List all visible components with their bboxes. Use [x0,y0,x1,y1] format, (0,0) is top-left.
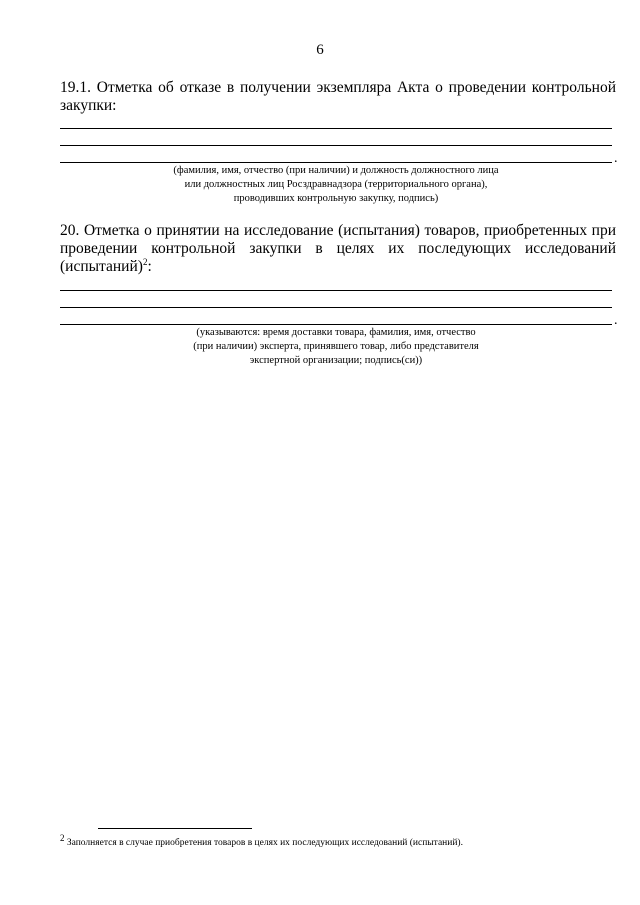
caption-20-line-1: (указываются: время доставки товара, фамилия, имя, отчество [196,327,476,338]
footnote-text: Заполняется в случае приобретения товаров в целях их последующих исследований (испытаний). [66,838,463,848]
caption-19-1 [60,164,612,206]
footnote [60,832,620,849]
section-19-1-line-2: закупки: [60,97,117,114]
page-number: 6 [316,42,324,58]
caption-20-line-2: (при наличии) эксперта, принявшего товар, либо представителя [193,341,479,352]
section-19-1-line-1: 19.1. Отметка об отказе в получении экземпляра Акта о проведении контрольной [60,79,616,96]
section-20-line-3-text: (испытаний) [60,258,143,275]
footnote-separator [98,828,252,829]
section-20-colon: : [147,258,152,275]
caption-19-1-line-1: (фамилия, имя, отчество (при наличии) и должность должностного лица [173,165,499,176]
caption-19-1-line-3: проводивших контрольную закупку, подпись) [233,193,439,204]
section-20-line-1: 20. Отметка о принятии на исследование (испытания) товаров, приобретенных при [60,222,616,239]
blank-line-19-1-a[interactable] [60,128,612,129]
section-20-line-2: проведении контрольной закупки в целях их последующих исследований [60,240,616,257]
caption-19-1-line-2: или должностных лиц Росздравнадзора (территориального органа), [184,179,488,190]
section-19-1-text [60,79,616,115]
blank-line-20-c[interactable] [60,324,612,325]
blank-line-20-b[interactable] [60,307,612,308]
blank-end-dot-20: . [614,313,618,328]
section-20-text [60,222,616,276]
footnote-mark: 2 [60,832,65,843]
footnote-ref-2[interactable]: 2 [142,256,148,267]
blank-line-20-a[interactable] [60,290,612,291]
section-20-line-3 [60,258,616,276]
caption-20 [60,326,612,368]
blank-line-19-1-c[interactable] [60,162,612,163]
blank-line-19-1-b[interactable] [60,145,612,146]
caption-20-line-3: экспертной организации; подпись(си)) [249,355,423,366]
blank-end-dot-19-1: . [614,151,618,166]
